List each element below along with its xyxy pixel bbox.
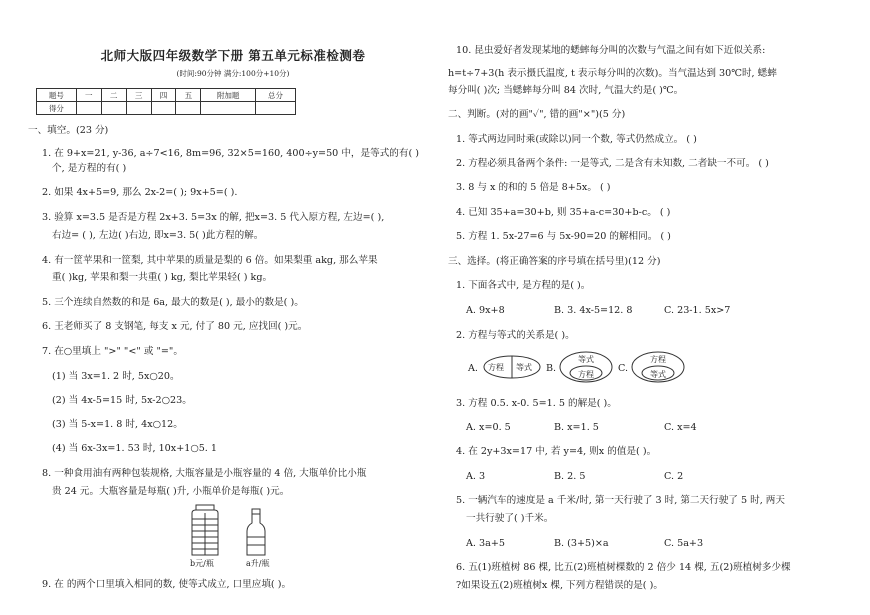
section-2-heading: 二、判断。(对的画"✓", 错的画"×")(5 分) — [448, 109, 626, 120]
section-3-heading: 三、选择。(将正确答案的序号填在括号里)(12 分) — [448, 256, 661, 267]
choice-5-options — [466, 537, 703, 550]
table-cell — [126, 102, 151, 115]
big-bottle-icon — [192, 505, 218, 555]
diagram-c-outer-text: 方程 — [650, 355, 666, 364]
diagram-a-label: A. — [468, 363, 478, 374]
question-3-line-1: 3. 验算 x=3.5 是否是方程 2x+3. 5=3x 的解, 把x=3. 5 代入原方程, 左边=( ), — [42, 212, 385, 223]
choice-3-options — [466, 421, 697, 434]
table-cell — [101, 102, 126, 115]
judge-3: 3. 8 与 x 的和的 5 倍是 8+5x。 ( ) — [456, 182, 611, 193]
question-7: 7. 在○里填上 ">" "<" 或 "="。 — [42, 346, 183, 357]
question-1-line-1: 1. 在 9+x=21, y-36, a÷7<16, 8m=96, 32×5=160, 400÷y=50 中，是等式的有( ) — [42, 148, 420, 159]
section-1-heading: 一、填空。(23 分) — [28, 125, 109, 136]
page-subtitle: (时间:90分钟 满分:100分+10分) — [176, 69, 290, 78]
option-c: C. 23-1. 5x>7 — [664, 305, 731, 316]
table-cell: 总分 — [256, 89, 296, 102]
table-cell: 五 — [176, 89, 201, 102]
table-cell — [256, 102, 296, 115]
judge-1: 1. 等式两边同时乘(或除以)同一个数, 等式仍然成立。 ( ) — [456, 134, 697, 145]
option-c: C. 5a+3 — [664, 538, 704, 549]
table-cell — [76, 102, 101, 115]
question-7-part-3: (3) 当 5-x=1. 8 时, 4x○12。 — [52, 419, 183, 430]
judge-2: 2. 方程必须具备两个条件: 一是等式, 二是含有未知数, 二者缺一不可。 ( ) — [456, 158, 769, 169]
score-table-score-row — [37, 102, 296, 115]
option-b: B. x=1. 5 — [554, 422, 599, 433]
table-cell — [176, 102, 201, 115]
choice-4: 4. 在 2y+3x=17 中, 若 y=4, 则x 的值是( )。 — [456, 446, 657, 457]
choice-4-options — [466, 470, 683, 483]
question-10-line-2: h=t÷7+3(h 表示摄氏温度, t 表示每分叫的次数)。当气温达到 30℃时, 蟋蟀 — [448, 68, 777, 79]
option-a: A. x=0. 5 — [466, 422, 511, 433]
small-bottle-icon — [247, 509, 265, 555]
option-c: C. 2 — [664, 471, 684, 482]
question-7-part-2: (2) 当 4x-5=15 时, 5x-2○23。 — [52, 395, 192, 406]
choice-6-line-1: 6. 五(1)班植树 86 棵, 比五(2)班植树棵数的 2 倍少 14 棵, 五(2)班植树多少棵 — [456, 562, 791, 573]
page-title: 北师大版四年级数学下册 第五单元标准检测卷 — [100, 48, 366, 63]
choice-6-line-2: ?如果设五(2)班植树x 棵, 下列方程错误的是( )。 — [456, 580, 663, 591]
table-cell: 四 — [151, 89, 176, 102]
diagram-a-text-1: 方程 — [488, 363, 504, 372]
question-8-line-1: 8. 一种食用油有两种包装规格, 大瓶容量是小瓶容量的 4 倍, 大瓶单价比小瓶 — [42, 468, 367, 479]
option-b: B. 3. 4x-5=12. 8 — [554, 305, 633, 316]
diagram-b-outer-text: 等式 — [578, 355, 594, 364]
choice-2: 2. 方程与等式的关系是( )。 — [456, 330, 575, 341]
choice-3: 3. 方程 0.5. x-0. 5=1. 5 的解是( )。 — [456, 398, 617, 409]
table-cell: 得分 — [37, 102, 77, 115]
question-3-line-2: 右边= ( ), 左边( )右边, 即x=3. 5( )此方程的解。 — [52, 230, 264, 241]
option-b: B. 2. 5 — [554, 471, 586, 482]
small-bottle-label: a升/瓶 — [246, 559, 270, 568]
big-bottle-label: b元/瓶 — [190, 559, 214, 568]
choice-5-line-1: 5. 一辆汽车的速度是 a 千米/时, 第一天行驶了 3 时, 第二天行驶了 5 时, 两天 — [456, 495, 785, 506]
question-1-line-2: 个, 是方程的有( ) — [52, 163, 127, 174]
question-10-line-3: 每分叫( )次; 当蟋蟀每分叫 84 次时, 气温大约是( )℃。 — [448, 85, 684, 96]
diagram-c-inner-text: 等式 — [650, 370, 666, 379]
score-table-header-row — [37, 89, 296, 102]
table-cell: 题号 — [37, 89, 77, 102]
question-6: 6. 王老师买了 8 支钢笔, 每支 x 元, 付了 80 元, 应找回( )元。 — [42, 321, 308, 332]
judge-5: 5. 方程 1. 5x-27=6 与 5x-90=20 的解相同。 ( ) — [456, 231, 671, 242]
table-cell: 三 — [126, 89, 151, 102]
question-4-line-2: 重( )kg, 苹果和梨一共重( ) kg, 梨比苹果轻( ) kg。 — [52, 272, 273, 283]
table-cell: 附加题 — [201, 89, 256, 102]
option-b: B. (3+5)×a — [554, 538, 609, 549]
diagram-c-label: C. — [618, 363, 629, 374]
score-table — [36, 88, 296, 115]
question-5: 5. 三个连续自然数的和是 6a, 最大的数是( ), 最小的数是( )。 — [42, 297, 304, 308]
diagram-a-text-2: 等式 — [516, 363, 532, 372]
table-cell — [201, 102, 256, 115]
question-4-line-1: 4. 有一筐苹果和一筐梨, 其中苹果的质量是梨的 6 倍。如果梨重 akg, 那么苹果 — [42, 255, 378, 266]
diagram-b-inner-text: 方程 — [578, 370, 594, 379]
judge-4: 4. 已知 35+a=30+b, 则 35+a-c=30+b-c。 ( ) — [456, 207, 671, 218]
choice-5-line-2: 一共行驶了( )千米。 — [466, 513, 554, 524]
table-cell: 一 — [76, 89, 101, 102]
diagram-b-label: B. — [546, 363, 557, 374]
table-cell: 二 — [101, 89, 126, 102]
option-a: A. 9x+8 — [466, 305, 505, 316]
option-a: A. 3 — [466, 471, 486, 482]
question-8-line-2: 贵 24 元。大瓶容量是每瓶( )升, 小瓶单价是每瓶( )元。 — [52, 486, 290, 497]
table-cell — [151, 102, 176, 115]
question-9: 9. 在 的两个口里填入相同的数, 使等式成立, 口里应填( )。 — [42, 579, 292, 590]
choice-1-options — [466, 304, 730, 317]
question-7-part-1: (1) 当 3x=1. 2 时, 5x○20。 — [52, 371, 180, 382]
option-c: C. x=4 — [664, 422, 697, 433]
option-a: A. 3a+5 — [466, 538, 505, 549]
question-10-line-1: 10. 昆虫爱好者发现某地的蟋蟀每分叫的次数与气温之间有如下近似关系: — [456, 45, 766, 56]
question-7-part-4: (4) 当 6x-3x=1. 53 时, 10x+1○5. 1 — [52, 443, 218, 454]
choice-1: 1. 下面各式中, 是方程的是( )。 — [456, 280, 591, 291]
question-2: 2. 如果 4x+5=9, 那么 2x-2=( ); 9x+5=( ). — [42, 187, 238, 198]
